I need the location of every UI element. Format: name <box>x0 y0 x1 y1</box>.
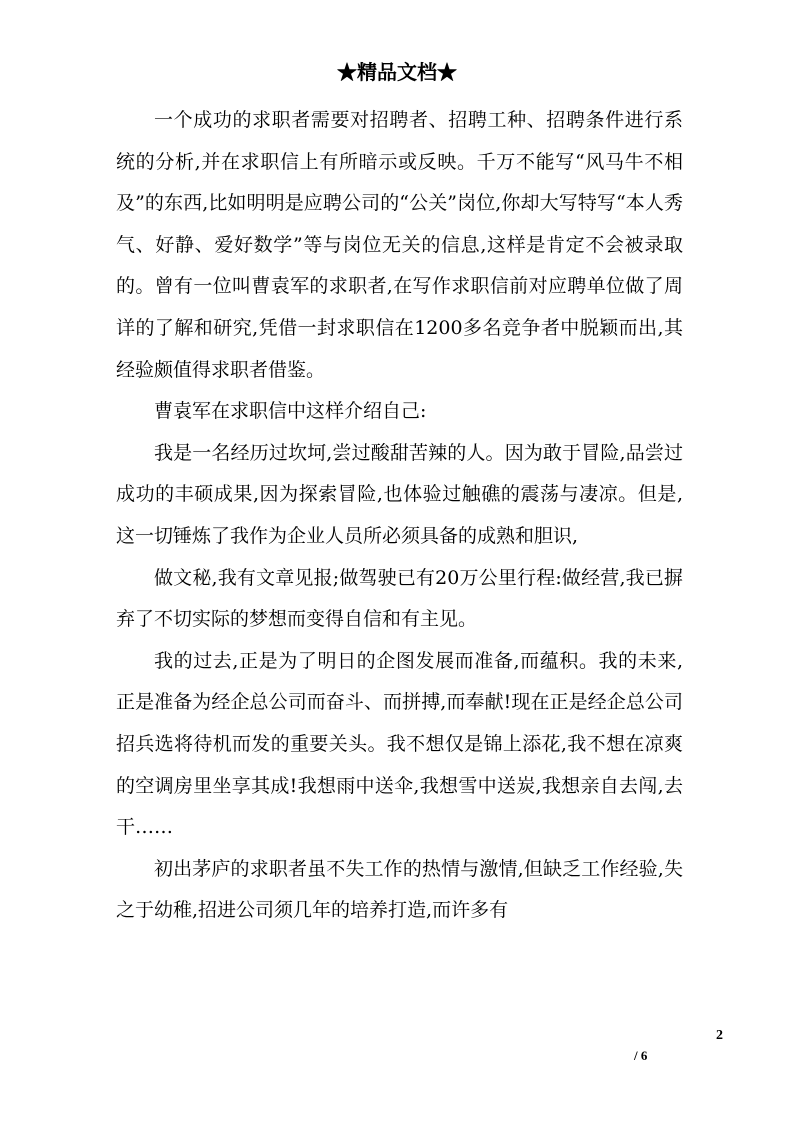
page-header-title: ★精品文档★ <box>337 60 457 84</box>
paragraph: 初出茅庐的求职者虽不失工作的热情与激情,但缺乏工作经验,失之于幼稚,招进公司须几年的培养打造,而许多有 <box>116 857 683 922</box>
document-body <box>116 100 683 932</box>
page-number: 2 <box>716 1028 723 1043</box>
paragraph: 我的过去,正是为了明日的企图发展而准备,而蕴积。我的未来,正是准备为经企总公司而奋斗、而拼搏,而奉献!现在正是经企总公司招兵选将待机而发的重要关头。我不想仅是锦上添花,我不想在凉爽的空调房里坐享其成!我想雨中送伞,我想雪中送炭,我想亲自去闯,去干…… <box>116 649 683 839</box>
paragraph: 做文秘,我有文章见报;做驾驶已有20万公里行程:做经营,我已摒弃了不切实际的梦想而变得自信和有主见。 <box>116 566 683 631</box>
paragraph: 一个成功的求职者需要对招聘者、招聘工种、招聘条件进行系统的分析,并在求职信上有所暗示或反映。千万不能写“风马牛不相及”的东西,比如明明是应聘公司的“公关”岗位,你却大写特写“本人秀气、好静、爱好数学”等与岗位无关的信息,这样是肯定不会被录取的。曾有一位叫曹袁军的求职者,在写作求职信前对应聘单位做了周详的了解和研究,凭借一封求职信在1200多名竞争者中脱颖而出,其经验颇值得求职者借鉴。 <box>116 109 683 381</box>
page-total: / 6 <box>634 1048 648 1063</box>
paragraph: 我是一名经历过坎坷,尝过酸甜苦辣的人。因为敢于冒险,品尝过成功的丰硕成果,因为探索冒险,也体验过触礁的震荡与凄凉。但是,这一切锤炼了我作为企业人员所必须具备的成熟和胆识, <box>116 441 683 547</box>
paragraph: 曹袁军在求职信中这样介绍自己: <box>154 400 427 423</box>
